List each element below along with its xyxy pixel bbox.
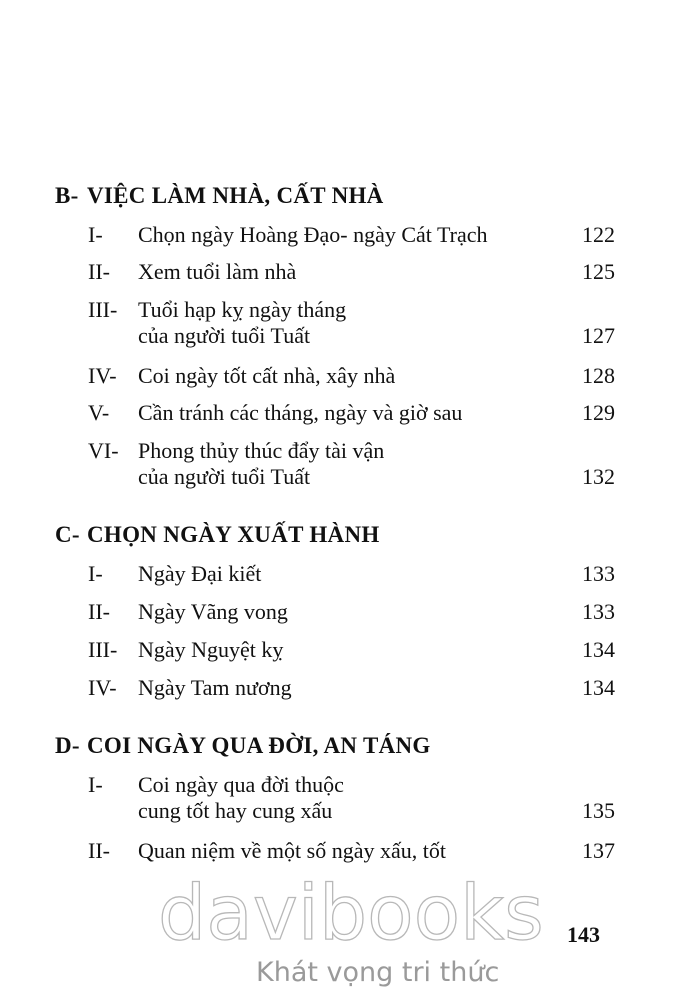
toc-entry [88, 297, 615, 349]
entry-page: 125 [582, 259, 615, 284]
section-prefix: C- [55, 522, 80, 547]
section-title: CHỌN NGÀY XUẤT HÀNH [87, 522, 380, 547]
entry-page: 132 [582, 464, 615, 489]
section-heading-b [55, 183, 384, 209]
entry-page: 127 [582, 323, 615, 348]
entry-title: Ngày Đại kiết [138, 561, 262, 586]
toc-entry [88, 637, 615, 663]
entry-page: 122 [582, 222, 615, 247]
entry-page: 128 [582, 363, 615, 388]
entry-page: 135 [582, 798, 615, 823]
entry-title-line: Tuổi hạp kỵ ngày tháng [138, 297, 347, 322]
entry-page: 133 [582, 599, 615, 624]
entry-page: 129 [582, 400, 615, 425]
entry-title: Cần tránh các tháng, ngày và giờ sau [138, 400, 463, 425]
entry-title: Chọn ngày Hoàng Đạo- ngày Cát Trạch [138, 222, 488, 247]
section-prefix: B- [55, 183, 79, 208]
entry-number: I- [88, 561, 103, 586]
entry-title-line: của người tuổi Tuất [138, 323, 311, 348]
entry-number: I- [88, 222, 103, 247]
entry-title: Ngày Vãng vong [138, 599, 288, 624]
entry-number: II- [88, 838, 110, 863]
entry-number: IV- [88, 363, 117, 388]
entry-title-line: Phong thủy thúc đẩy tài vận [138, 438, 385, 463]
section-heading-c [55, 522, 380, 548]
entry-page: 137 [582, 838, 615, 863]
entry-number: II- [88, 259, 110, 284]
entry-title: Ngày Nguyệt kỵ [138, 637, 284, 662]
entry-title-line: của người tuổi Tuất [138, 464, 311, 489]
entry-number: I- [88, 772, 103, 797]
section-title: VIỆC LÀM NHÀ, CẤT NHÀ [87, 183, 384, 208]
toc-entry [88, 838, 615, 864]
toc-entry [88, 222, 615, 248]
toc-entry [88, 438, 615, 490]
entry-page: 133 [582, 561, 615, 586]
entry-title-line: cung tốt hay cung xấu [138, 798, 333, 823]
entry-page: 134 [582, 637, 615, 662]
entry-title: Quan niệm về một số ngày xấu, tốt [138, 838, 446, 863]
entry-number: V- [88, 400, 110, 425]
section-title: COI NGÀY QUA ĐỜI, AN TÁNG [87, 733, 431, 758]
toc-entry [88, 561, 615, 587]
toc-entry [88, 599, 615, 625]
entry-title: Coi ngày tốt cất nhà, xây nhà [138, 363, 396, 388]
toc-entry [88, 363, 615, 389]
entry-page: 134 [582, 675, 615, 700]
entry-title: Ngày Tam nương [138, 675, 292, 700]
entry-number: III- [88, 297, 118, 322]
entry-title: Xem tuổi làm nhà [138, 259, 297, 284]
watermark-tagline: Khát vọng tri thức [256, 957, 500, 988]
toc-entry [88, 772, 615, 824]
section-prefix: D- [55, 733, 80, 758]
toc-entry [88, 259, 615, 285]
toc-entry [88, 400, 615, 426]
entry-number: III- [88, 637, 118, 662]
toc-entry [88, 675, 615, 701]
page-number: 143 [567, 922, 600, 947]
entry-number: II- [88, 599, 110, 624]
entry-title-line: Coi ngày qua đời thuộc [138, 772, 344, 797]
entry-number: VI- [88, 438, 119, 463]
watermark-brand: davibooks [158, 868, 544, 957]
section-heading-d [55, 733, 431, 759]
entry-number: IV- [88, 675, 117, 700]
